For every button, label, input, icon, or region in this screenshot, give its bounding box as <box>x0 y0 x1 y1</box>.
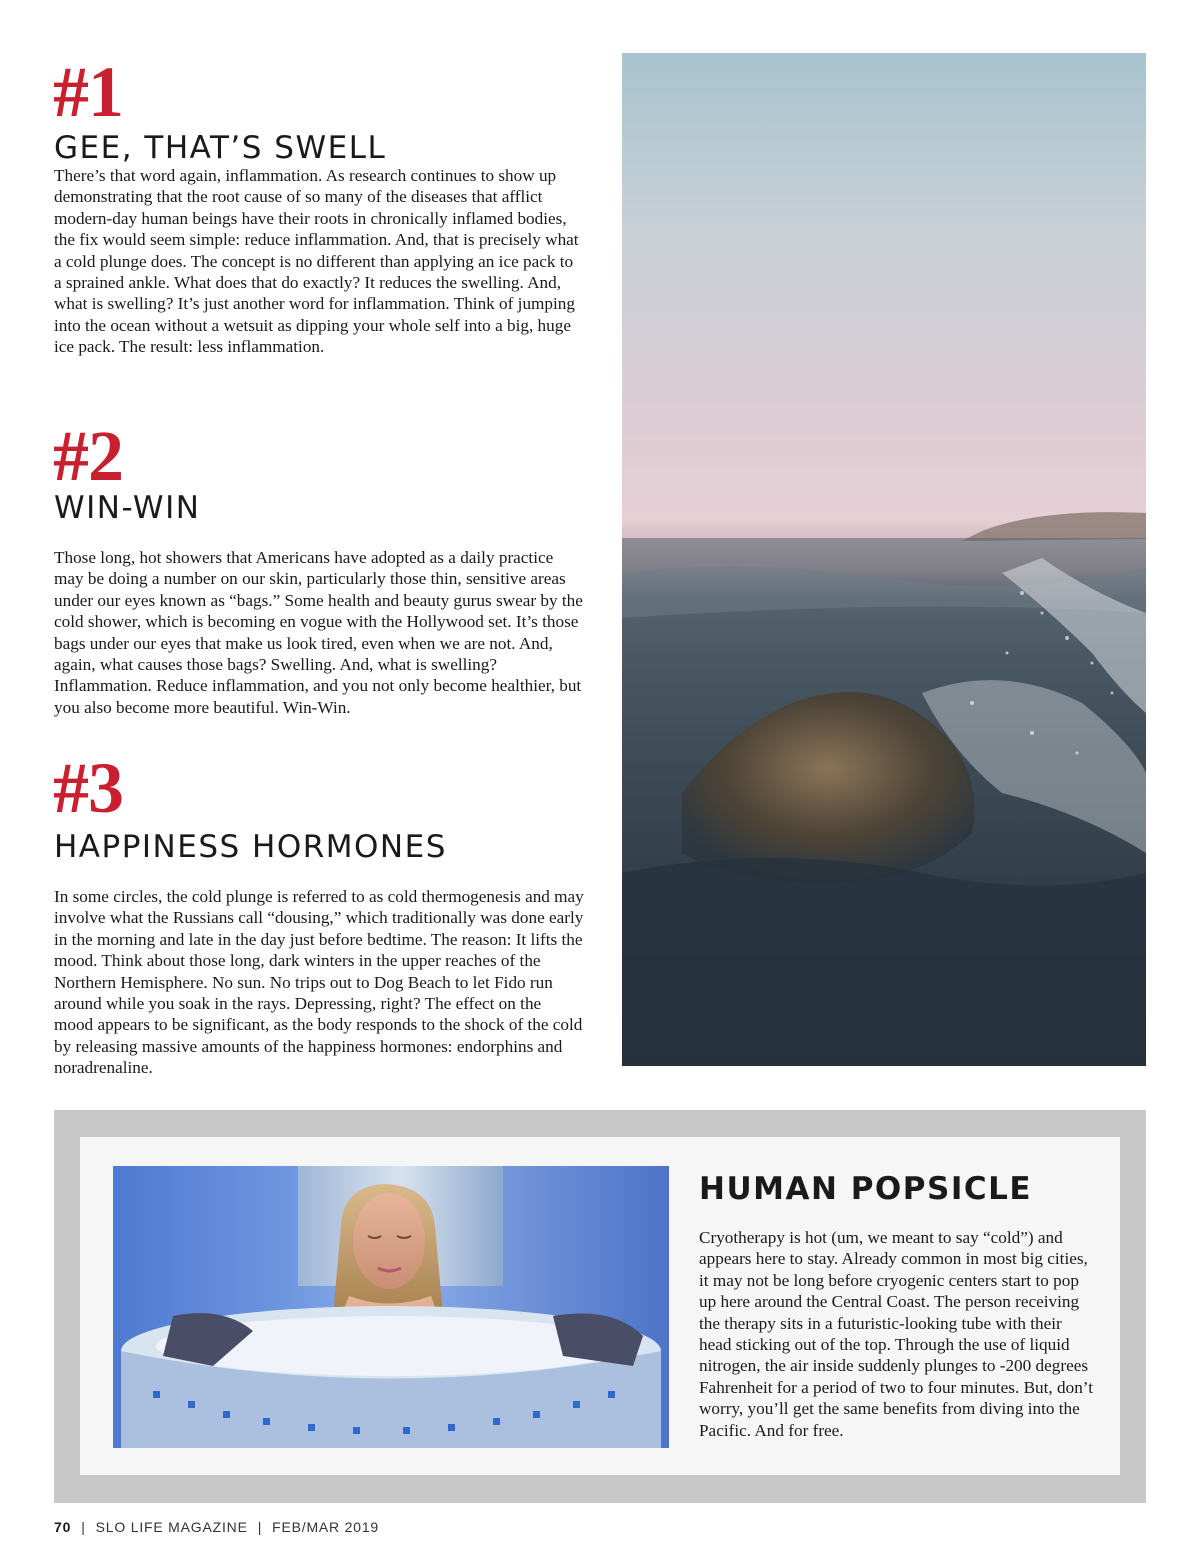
footer-separator: | <box>81 1519 86 1535</box>
sidebar-panel <box>80 1137 1120 1475</box>
ocean-wave-illustration <box>622 53 1146 1066</box>
footer-separator-2: | <box>257 1519 263 1535</box>
section-1-heading: GEE, THAT’S SWELL <box>54 130 387 166</box>
issue-date: FEB/MAR 2019 <box>272 1519 380 1535</box>
section-1-body: There’s that word again, inflammation. As research continues to show up demonstrating that the root cause of so many of the diseases that afflict modern-day human beings have their roots in chronically inflamed bodies, the fix would seem simple: reduce inflammation. And, that is precisely what a cold plunge does. The concept is no different than applying an ice pack to a sprained ankle. What does that do exactly? It reduces the swelling. And, what is swelling? It’s just another word for inflammation. Think of jumping into the ocean without a wetsuit as dipping your whole self into a big, huge ice pack. The result: less inflammation. <box>54 166 579 357</box>
section-2-number: #2 <box>53 416 123 496</box>
section-2-heading: WIN-WIN <box>54 490 201 526</box>
section-3-number: #3 <box>53 748 123 828</box>
sidebar-heading: HUMAN POPSICLE <box>699 1171 1033 1207</box>
cryotherapy-photo <box>113 1166 669 1448</box>
section-3-body: In some circles, the cold plunge is referred to as cold thermogenesis and may involve what the Russians call “dousing,” which traditionally was done early in the morning and late in the day just before bedtime. The reason: It lifts the mood. Think about those long, dark winters in the upper reaches of the Northern Hemisphere. No sun. No trips out to Dog Beach to let Fido run around while you soak in the rays. Depressing, right? The effect on the mood appears to be significant, as the body responds to the shock of the cold by releasing massive amounts of the happiness hormones: endorphins and noradrenaline. <box>54 887 584 1078</box>
section-1-number: #1 <box>53 52 123 132</box>
section-2-body: Those long, hot showers that Americans have adopted as a daily practice may be doing a number on our skin, particularly those thin, sensitive areas under our eyes known as “bags.” Some health and beauty gurus swear by the cold shower, which is becoming en vogue with the Hollywood set. It’s those bags under our eyes that make us look tired, even when we are not. And, again, what causes those bags? Swelling. And, what is swelling? Inflammation. Reduce inflammation, and you not only become healthier, but you also become more beautiful. Win-Win. <box>54 548 583 717</box>
ocean-wave-photo <box>622 53 1146 1066</box>
cryotherapy-illustration <box>113 1166 669 1448</box>
publication-name: SLO LIFE MAGAZINE <box>95 1519 248 1535</box>
page-footer <box>54 1519 379 1535</box>
sidebar-frame <box>54 1110 1146 1503</box>
sidebar-body: Cryotherapy is hot (um, we meant to say “cold”) and appears here to stay. Already common in most big cities, it may not be long before cryogenic centers start to pop up here around the Central Coast. The person receiving the therapy sits in a futuristic-looking tube with their head sticking out of the top. Through the use of liquid nitrogen, the air inside suddenly plunges to -200 degrees Fahrenheit for a period of two to four minutes. But, don’t worry, you’ll get the same benefits from diving into the Pacific. And for free. <box>699 1228 1093 1440</box>
section-3-heading: HAPPINESS HORMONES <box>54 829 447 865</box>
page-number: 70 <box>54 1519 72 1535</box>
